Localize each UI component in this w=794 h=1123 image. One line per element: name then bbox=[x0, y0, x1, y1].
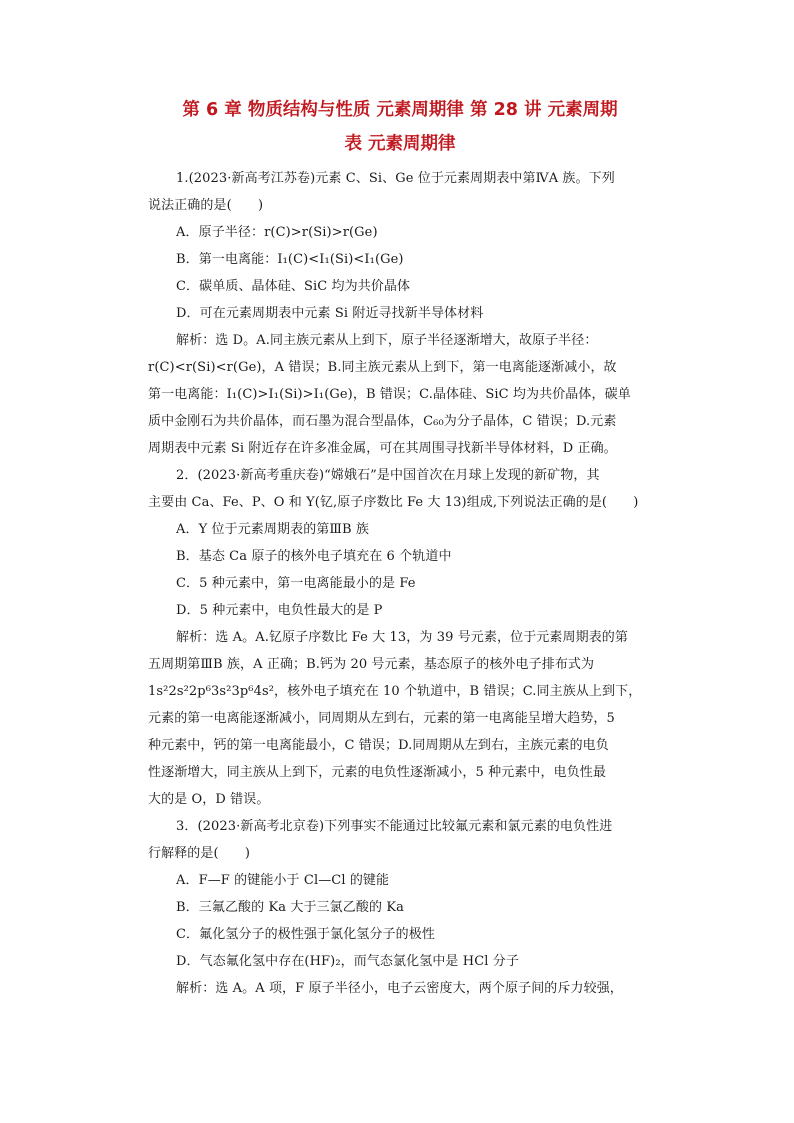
q2-option-a: A．Y 位于元素周期表的第ⅢB 族 bbox=[176, 522, 370, 537]
chapter-title-line-2: 表 元素周期律 bbox=[344, 134, 456, 154]
q2-analysis-line-2: 五周期第ⅢB 族，A 正确；B.钙为 20 号元素，基态原子的核外电子排布式为 bbox=[148, 657, 595, 672]
q1-option-c: C．碳单质、晶体硅、SiC 均为共价晶体 bbox=[176, 279, 411, 294]
q2-option-b: B．基态 Ca 原子的核外电子填充在 6 个轨道中 bbox=[176, 549, 452, 564]
q2-analysis-line-3: 1s²2s²2p⁶3s²3p⁶4s²，核外电子填充在 10 个轨道中，B 错误；C.同主族从上到下， bbox=[148, 684, 642, 699]
q2-stem-line-2: 主要由 Ca、Fe、P、O 和 Y(钇,原子序数比 Fe 大 13)组成,下列说法正确的是( ) bbox=[148, 495, 639, 510]
q1-analysis-line-4: 质中金刚石为共价晶体，而石墨为混合型晶体，C₆₀为分子晶体，C 错误；D.元素 bbox=[148, 414, 617, 429]
q1-analysis-line-3: 第一电离能：I₁(C)>I₁(Si)>I₁(Ge)，B 错误；C.晶体硅、SiC 均为共价晶体，碳单 bbox=[148, 387, 631, 402]
q1-analysis-line-1: 解析：选 D。A.同主族元素从上到下，原子半径逐渐增大，故原子半径： bbox=[176, 333, 598, 348]
q1-option-d: D．可在元素周期表中元素 Si 附近寻找新半导体材料 bbox=[176, 306, 484, 321]
q1-stem-line-2: 说法正确的是( ) bbox=[148, 198, 264, 213]
q2-analysis-line-4: 元素的第一电离能逐渐减小，同周期从左到右，元素的第一电离能呈增大趋势，5 bbox=[148, 711, 615, 726]
q1-option-a: A．原子半径：r(C)>r(Si)>r(Ge) bbox=[176, 225, 378, 240]
q3-option-d: D．气态氟化氢中存在(HF)₂，而气态氯化氢中是 HCl 分子 bbox=[176, 954, 519, 969]
q1-analysis-line-2: r(C)<r(Si)<r(Ge)，A 错误；B.同主族元素从上到下，第一电离能逐渐减小，故 bbox=[148, 360, 617, 375]
q1-analysis-line-5: 周期表中元素 Si 附近存在许多准金属，可在其周围寻找新半导体材料，D 正确。 bbox=[148, 441, 617, 456]
q3-option-c: C．氟化氢分子的极性强于氯化氢分子的极性 bbox=[176, 927, 435, 942]
q2-stem-line-1: 2．(2023·新高考重庆卷)“嫦娥石”是中国首次在月球上发现的新矿物，其 bbox=[176, 468, 600, 483]
q3-analysis-line-1: 解析：选 A。A 项，F 原子半径小，电子云密度大，两个原子间的斥力较强， bbox=[176, 981, 623, 996]
chapter-title-line-1: 第 6 章 物质结构与性质 元素周期律 第 28 讲 元素周期 bbox=[182, 100, 618, 120]
q2-analysis-line-1: 解析：选 A。A.钇原子序数比 Fe 大 13，为 39 号元素，位于元素周期表的第 bbox=[176, 630, 628, 645]
q3-stem-line-2: 行解释的是( ) bbox=[148, 846, 251, 861]
q1-option-b: B．第一电离能：I₁(C)<I₁(Si)<I₁(Ge) bbox=[176, 252, 404, 267]
q2-option-c: C．5 种元素中，第一电离能最小的是 Fe bbox=[176, 576, 416, 591]
q3-stem-line-1: 3．(2023·新高考北京卷)下列事实不能通过比较氟元素和氯元素的电负性进 bbox=[176, 819, 613, 834]
q2-option-d: D．5 种元素中，电负性最大的是 P bbox=[176, 603, 383, 618]
q1-stem-line-1: 1.(2023·新高考江苏卷)元素 C、Si、Ge 位于元素周期表中第ⅣA 族。下列 bbox=[176, 171, 615, 186]
q2-analysis-line-6: 性逐渐增大，同主族从上到下，元素的电负性逐渐减小，5 种元素中，电负性最 bbox=[148, 765, 607, 780]
q3-option-b: B．三氟乙酸的 Ka 大于三氯乙酸的 Ka bbox=[176, 900, 404, 915]
q3-option-a: A．F—F 的键能小于 Cl—Cl 的键能 bbox=[176, 873, 390, 888]
q2-analysis-line-5: 种元素中，钙的第一电离能最小，C 错误；D.同周期从左到右，主族元素的电负 bbox=[148, 738, 609, 753]
q2-analysis-line-7: 大的是 O，D 错误。 bbox=[148, 792, 270, 807]
